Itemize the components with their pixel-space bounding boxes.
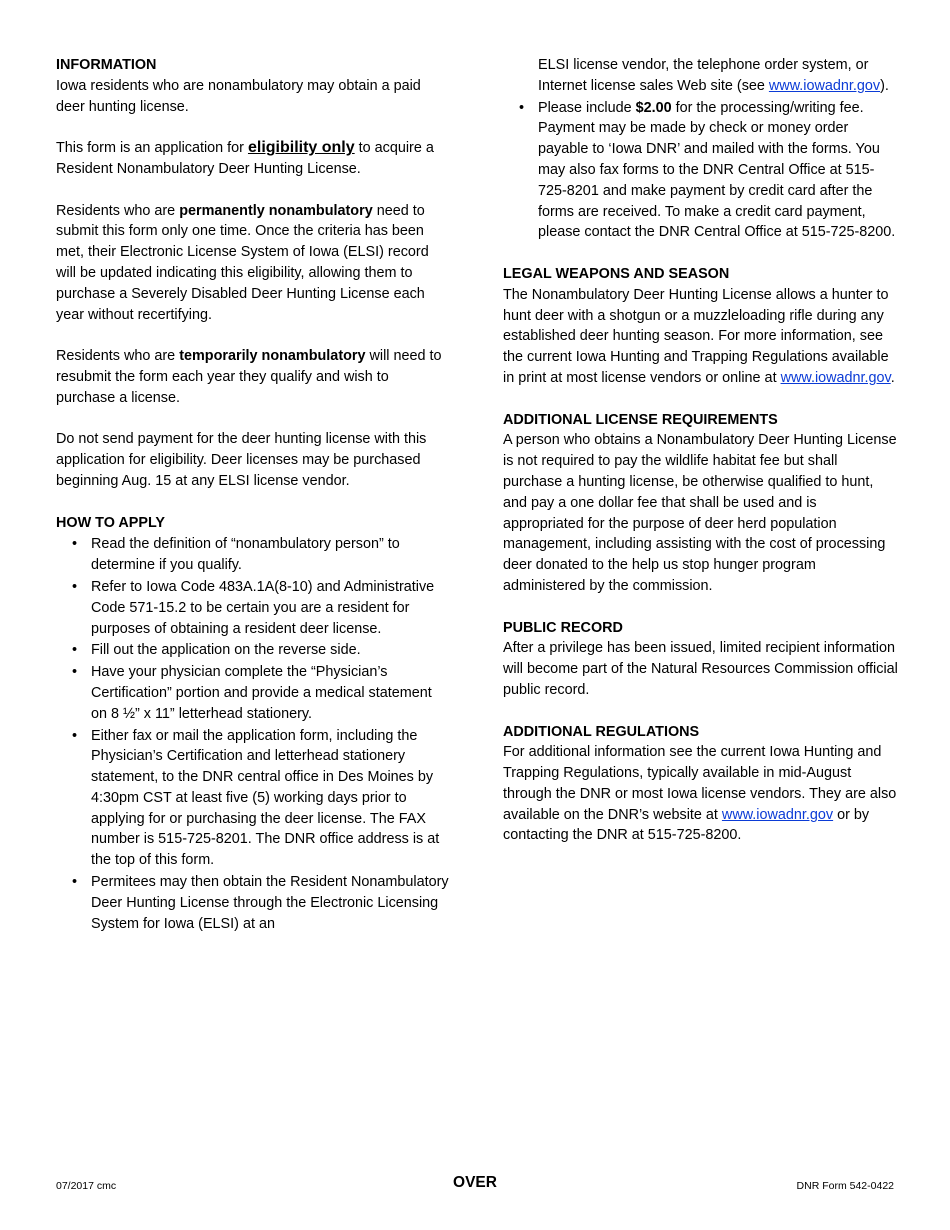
information-section: [56, 55, 451, 492]
fee-list: [503, 98, 898, 244]
text-span: or by contacting the DNR at 515-725-8200.: [503, 806, 870, 844]
footer-over-label: OVER: [453, 1174, 497, 1191]
text-span: The Nonambulatory Deer Hunting License allows a hunter to hunt deer with a shotgun or a muzzleloading rifle during any established deer hunting season. For more information, see the current Iowa Hunting and Trapping Regulations available in print at most license vendors or online at: [503, 286, 889, 386]
text-span: This form is an application for: [56, 140, 248, 157]
public-record-text: After a privilege has been issued, limited recipient information will become part of the Natural Resources Commission official public record.: [503, 640, 898, 698]
list-item: • Permitees may then obtain the Resident Nonambulatory Deer Hunting License through the Electronic Licensing System for Iowa (ELSI) at an: [56, 872, 451, 934]
text-span: for the processing/writing fee. Payment may be made by check or money order payable to ‘Iowa DNR’ and mailed with the forms. You may also fax forms to the DNR Central Office at 515-725-8201 and make payment by credit card after the forms are received. To make a credit card payment, please contact the DNR Central Office at 515-725-8200.: [538, 99, 896, 241]
text-span: For additional information see the current Iowa Hunting and Trapping Regulations, typically available in mid-August through the DNR or most Iowa license vendors. They are also available on the DNR’s website at: [503, 744, 897, 823]
text-span: to acquire a Resident Nonambulatory Deer Hunting License.: [56, 140, 434, 177]
list-item: • Read the definition of “nonambulatory person” to determine if you qualify.: [56, 534, 451, 576]
iowadnr-link[interactable]: www.iowadnr.gov: [721, 806, 834, 823]
additional-regulations-heading: ADDITIONAL REGULATIONS: [503, 723, 700, 740]
legal-weapons-heading: LEGAL WEAPONS AND SEASON: [503, 265, 730, 282]
list-item: • Either fax or mail the application form, including the Physician’s Certification and letterhead stationery statement, to the DNR central office in Des Moines by 4:30pm CST at least five (5) working days prior to applying for or purchasing the deer license. The FAX number is 515-725-8201. The DNR office address is at the top of this form.: [56, 726, 451, 872]
text-span: Please include: [538, 99, 636, 116]
eligibility-only-emphasis: eligibility only: [247, 139, 355, 157]
iowadnr-link[interactable]: www.iowadnr.gov: [768, 77, 881, 94]
public-record-section: [503, 618, 898, 701]
information-paragraph-2: [56, 138, 451, 180]
text-span: Residents who are: [56, 348, 180, 365]
public-record-heading: PUBLIC RECORD: [503, 619, 623, 636]
footer-form-number: DNR Form 542-0422: [796, 1180, 894, 1192]
left-column: [56, 55, 451, 934]
list-item: • Fill out the application on the reverse side.: [56, 640, 451, 661]
legal-weapons-text: [503, 285, 898, 389]
list-item: [503, 98, 898, 244]
information-heading: INFORMATION: [56, 57, 157, 73]
additional-license-section: [503, 410, 898, 597]
information-paragraph-1: Iowa residents who are nonambulatory may obtain a paid deer hunting license.: [56, 77, 421, 115]
how-to-apply-heading: HOW TO APPLY: [56, 514, 166, 531]
page-footer: [0, 1174, 950, 1198]
text-span: will need to resubmit the form each year they qualify and wish to purchase a license.: [56, 348, 442, 406]
information-paragraph-5: Do not send payment for the deer hunting license with this application for eligibility. Deer licenses may be purchased beginning Aug. 15 at any ELSI license vendor.: [56, 431, 427, 489]
text-span: ).: [880, 77, 889, 94]
list-item: • Refer to Iowa Code 483A.1A(8-10) and Administrative Code 571-15.2 to be certain you are a resident for purposes of obtaining a resident deer license.: [56, 577, 451, 639]
text-span: ELSI license vendor, the telephone order system, or Internet license sales Web site (see: [538, 57, 869, 94]
right-column: [503, 55, 898, 846]
list-item-continuation: [503, 55, 898, 97]
additional-regulations-text: [503, 742, 898, 846]
text-span: Residents who are: [56, 202, 180, 219]
additional-license-heading: ADDITIONAL LICENSE REQUIREMENTS: [503, 411, 778, 428]
how-to-apply-list: [56, 534, 451, 934]
iowadnr-link[interactable]: www.iowadnr.gov: [780, 369, 891, 386]
footer-date-code: 07/2017 cmc: [56, 1180, 117, 1192]
fee-amount: $2.00: [635, 99, 672, 116]
text-span: .: [890, 369, 895, 386]
list-item: • Have your physician complete the “Physician’s Certification” portion and provide a medical statement on 8 ½” x 11” letterhead stationery.: [56, 662, 451, 724]
text-span: need to submit this form only one time. Once the criteria has been met, their Electronic License System of Iowa (ELSI) record will be updated indicating this eligibility, allowing them to purchase a Severely Disabled Deer Hunting License each year without recertifying.: [56, 202, 429, 323]
legal-weapons-section: [503, 264, 898, 389]
information-paragraph-3: [56, 201, 451, 326]
temporarily-nonambulatory-bold: temporarily nonambulatory: [179, 348, 366, 365]
additional-regulations-section: [503, 722, 898, 847]
additional-license-text: A person who obtains a Nonambulatory Deer Hunting License is not required to pay the wildlife habitat fee but shall purchase a hunting license, be otherwise qualified to hunt, and pay a one dollar fee that shall be used and is appropriated for the purpose of deer herd population management, including assisting with the cost of processing deer donated to the help us stop hunger program administered by the commission.: [503, 432, 897, 594]
information-paragraph-4: [56, 346, 451, 408]
permanently-nonambulatory-bold: permanently nonambulatory: [179, 202, 373, 219]
how-to-apply-section: [56, 513, 451, 935]
